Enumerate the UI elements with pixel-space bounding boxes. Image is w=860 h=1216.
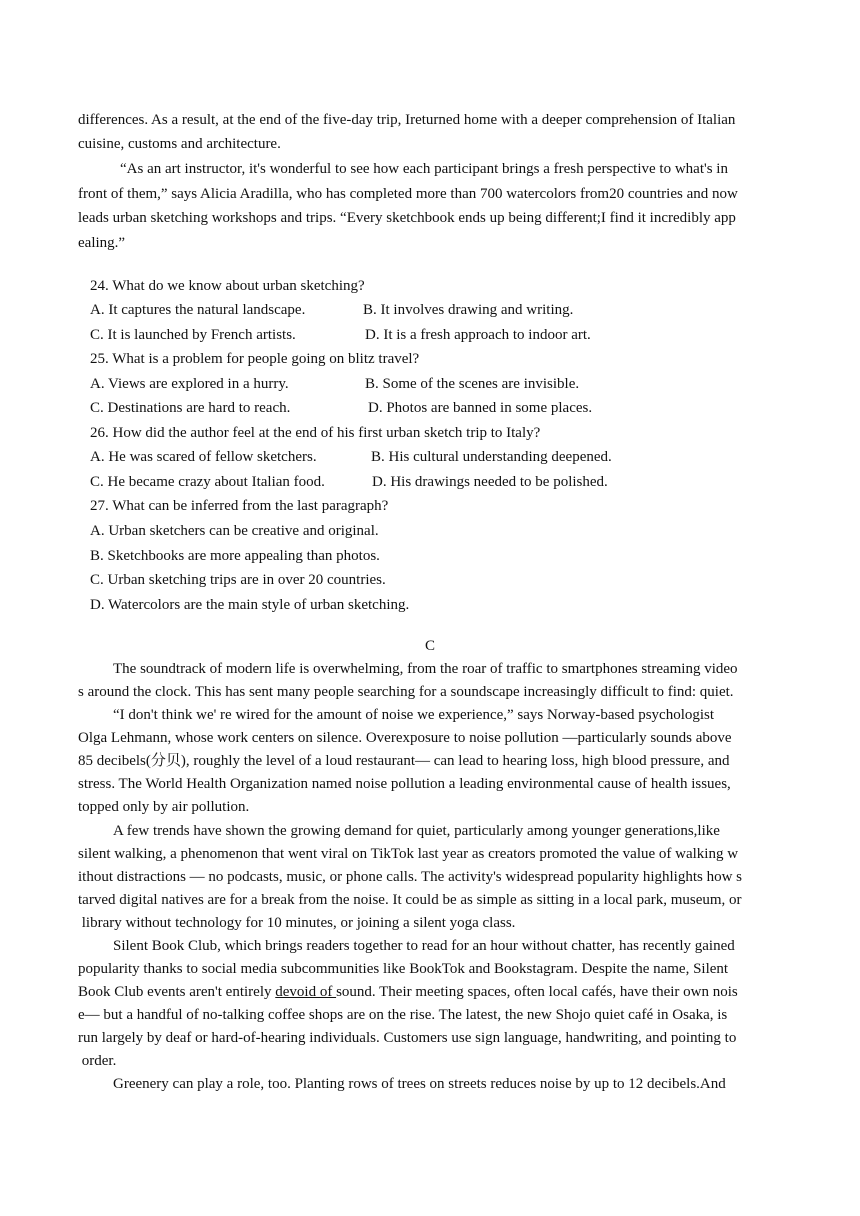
passage-c-line: order.: [78, 1053, 117, 1069]
passage-c-line: topped only by air pollution.: [78, 799, 250, 815]
question-26-option-c: C. He became crazy about Italian food.: [90, 474, 325, 490]
passage-c-line: “I don't think we' re wired for the amount of noise we experience,” says Norway-based psychologist: [113, 707, 715, 723]
underlined-phrase-devoid-of: devoid of: [275, 984, 337, 1000]
passage-c-line: A few trends have shown the growing demand for quiet, particularly among younger generations,like: [113, 823, 720, 839]
passage-c-line: silent walking, a phenomenon that went viral on TikTok last year as creators promoted the value of walking w: [78, 846, 739, 862]
passage-c-line: Greenery can play a role, too. Planting rows of trees on streets reduces noise by up to 12 decibels.And: [113, 1076, 726, 1092]
question-24-stem: 24. What do we know about urban sketching?: [90, 278, 365, 294]
question-24-option-d: D. It is a fresh approach to indoor art.: [365, 327, 591, 343]
passage-b-line: differences. As a result, at the end of the five-day trip, Ireturned home with a deeper comprehension of Italian: [78, 112, 736, 128]
question-24-option-a: A. It captures the natural landscape.: [90, 302, 306, 318]
passage-b-line: “As an art instructor, it's wonderful to see how each participant brings a fresh perspective to what's in: [120, 161, 728, 177]
question-24-option-c: C. It is launched by French artists.: [90, 327, 296, 343]
passage-c-line: Silent Book Club, which brings readers together to read for an hour without chatter, has recently gained: [113, 938, 735, 954]
question-25-option-a: A. Views are explored in a hurry.: [90, 376, 289, 392]
question-25-stem: 25. What is a problem for people going on blitz travel?: [90, 351, 420, 367]
question-24-option-b: B. It involves drawing and writing.: [363, 302, 574, 318]
passage-c-line: The soundtrack of modern life is overwhelming, from the roar of traffic to smartphones streaming video: [113, 661, 738, 677]
passage-c-line: Olga Lehmann, whose work centers on silence. Overexposure to noise pollution —particularly sounds above: [78, 730, 732, 746]
question-26-option-a: A. He was scared of fellow sketchers.: [90, 449, 317, 465]
passage-c-line: library without technology for 10 minutes, or joining a silent yoga class.: [78, 915, 516, 931]
passage-c-line: 85 decibels(分贝), roughly the level of a loud restaurant— can lead to hearing loss, high blood pressure, and: [78, 753, 730, 769]
passage-c-heading: C: [424, 638, 435, 654]
passage-b-line: cuisine, customs and architecture.: [78, 136, 281, 152]
passage-b-line: front of them,” says Alicia Aradilla, who has completed more than 700 watercolors from20 countries and now: [78, 186, 738, 202]
question-27-stem: 27. What can be inferred from the last paragraph?: [90, 498, 389, 514]
question-27-option-c: C. Urban sketching trips are in over 20 countries.: [90, 572, 386, 588]
passage-b-line: ealing.”: [78, 235, 126, 251]
passage-c-text: Book Club events aren't entirely: [78, 984, 276, 1000]
question-25-option-c: C. Destinations are hard to reach.: [90, 400, 291, 416]
question-25-option-d: D. Photos are banned in some places.: [368, 400, 593, 416]
question-26-option-b: B. His cultural understanding deepened.: [371, 449, 612, 465]
passage-b-line: leads urban sketching workshops and trips. “Every sketchbook ends up being different;I find it incredibly app: [78, 210, 736, 226]
passage-c-line: popularity thanks to social media subcommunities like BookTok and Bookstagram. Despite the name, Silent: [78, 961, 729, 977]
passage-c-line: tarved digital natives are for a break from the noise. It could be as simple as sitting in a local park, museum, or: [78, 892, 742, 908]
passage-c-line: [78, 982, 738, 1002]
passage-c-line: run largely by deaf or hard-of-hearing individuals. Customers use sign language, handwriting, and pointing to: [78, 1030, 737, 1046]
question-26-option-d: D. His drawings needed to be polished.: [372, 474, 608, 490]
passage-c-line: e— but a handful of no-talking coffee shops are on the rise. The latest, the new Shojo quiet café in Osaka, is: [78, 1007, 728, 1023]
passage-c-text: sound. Their meeting spaces, often local cafés, have their own nois: [336, 984, 738, 1000]
passage-c-line: ithout distractions — no podcasts, music, or phone calls. The activity's widespread popularity highlights how s: [78, 869, 742, 885]
question-27-option-a: A. Urban sketchers can be creative and original.: [90, 523, 379, 539]
passage-c-line: s around the clock. This has sent many people searching for a soundscape increasingly difficult to find: quiet.: [78, 684, 734, 700]
question-25-option-b: B. Some of the scenes are invisible.: [365, 376, 580, 392]
passage-c-line: stress. The World Health Organization named noise pollution a leading environmental cause of health issues,: [78, 776, 731, 792]
question-27-option-b: B. Sketchbooks are more appealing than photos.: [90, 548, 380, 564]
question-27-option-d: D. Watercolors are the main style of urban sketching.: [90, 597, 410, 613]
question-26-stem: 26. How did the author feel at the end of his first urban sketch trip to Italy?: [90, 425, 541, 441]
